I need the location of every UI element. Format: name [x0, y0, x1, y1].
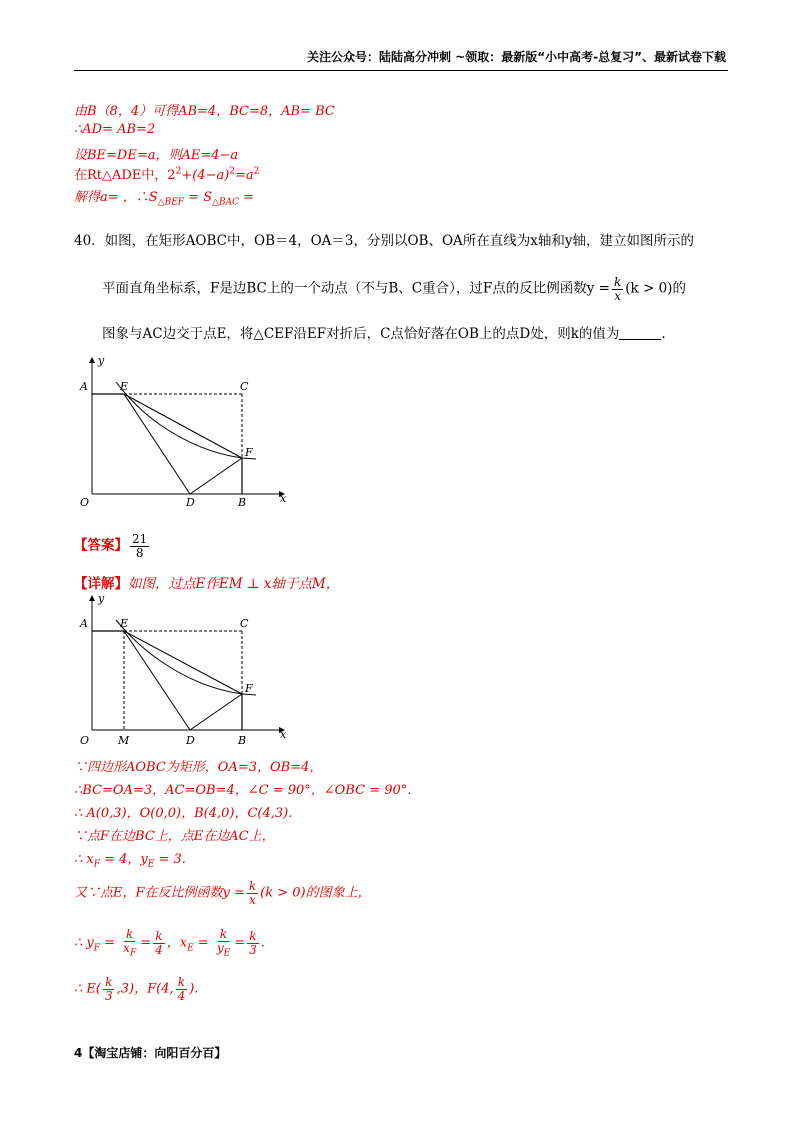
label-y: y [98, 354, 105, 367]
detail-line: 【详解】如图，过点E作EM ⊥ x轴于点M， [74, 576, 340, 592]
question-line-3: 图象与AC边交于点E，将△CEF沿EF对折后，C点恰好落在OB上的点D处，则k的值为 . [102, 326, 666, 342]
step-7: ∴ $y_F$ = $\frac{k}{x_F}$ = $\frac{k}{4}$ ，$x_E$ = $\frac{k}{y_E}$ = $\frac{k}{3}$ . [74, 927, 265, 958]
label-B: B [238, 734, 247, 747]
prev-solution-line-5: 解得a= ，$\therefore S_{\triangle BEF} = S_{\triangle BAC}$ = [74, 190, 255, 208]
label-E: E [120, 380, 129, 393]
label-x: x [280, 728, 287, 741]
label-D: D [186, 496, 195, 509]
step-2: ∴BC=OA=3，AC=OB=4，∠C = 90°，∠OBC = 90°. [74, 783, 412, 798]
prev-solution-line-4: 在Rt△ADE中，$2^2+(4-a)^2=a^2$ [74, 166, 260, 183]
segment-EF [124, 631, 242, 694]
label-x: x [280, 492, 287, 505]
label-O: O [80, 496, 90, 509]
step-6: 又∵点E，F在反比例函数y = $\frac{k}{x}$ (k > 0)的图象上， [74, 879, 371, 907]
label-F: F [245, 682, 253, 695]
segment-ED [124, 394, 190, 494]
figure-2 [74, 592, 294, 752]
prev-solution-line-2: ∴AD= AB=2 [74, 122, 156, 137]
segment-DF [190, 694, 242, 730]
prev-solution-line-3: 设BE=DE=a，则AE=4−a [74, 148, 239, 163]
label-y: y [98, 592, 105, 605]
question-line-2: 平面直角坐标系，F是边BC上的一个动点（不与B、C重合），过F点的反比例函数y = $\frac{k}{x}$ (k > 0)的 [102, 275, 686, 303]
answer-blank [619, 327, 661, 340]
segment-EF [124, 394, 242, 458]
label-C: C [240, 380, 249, 393]
label-A: A [80, 380, 88, 393]
header-divider [74, 70, 728, 71]
label-O: O [80, 734, 90, 747]
figure-1 [74, 352, 294, 512]
label-B: B [238, 496, 247, 509]
answer-denominator: 8 [135, 545, 144, 560]
page-header: 关注公众号：陆陆高分冲刺 ~领取：最新版“小中高考-总复习”、最新试卷下载 [307, 50, 726, 64]
label-F: F [245, 446, 253, 459]
step-8: ∴ E( $\frac{k}{3}$ ,3)，F(4, $\frac{k}{4}$ ). [74, 975, 199, 1003]
step-5: ∴ $x_F = 4$，$y_E = 3$. [74, 852, 186, 870]
step-4: ∵点F在边BC上，点E在边AC上， [74, 829, 275, 844]
label-E: E [120, 617, 129, 630]
question-line-1: 40．如图，在矩形AOBC中，OB＝4，OA＝3，分别以OB、OA所在直线为x轴和y轴，建立如图所示的 [74, 233, 695, 249]
segment-DF [190, 458, 242, 494]
step-1: ∵四边形AOBC为矩形，OA=3，OB=4， [74, 760, 323, 775]
label-D: D [186, 734, 195, 747]
answer-line [74, 533, 151, 559]
label-M: M [118, 734, 130, 747]
page-footer: 4【淘宝店铺：向阳百分百】 [74, 1046, 227, 1060]
answer-label: 【答案】 [74, 537, 128, 554]
segment-ED [124, 631, 190, 730]
label-C: C [240, 617, 249, 630]
answer-numerator: 21 [132, 532, 148, 546]
prev-solution-line-1: 由B（8，4）可得AB=4，BC=8，AB= BC [74, 104, 335, 119]
detail-label: 【详解】 [74, 576, 128, 592]
label-A: A [80, 617, 88, 630]
step-3: ∴ A(0,3)，O(0,0)，B(4,0)，C(4,3). [74, 806, 293, 821]
